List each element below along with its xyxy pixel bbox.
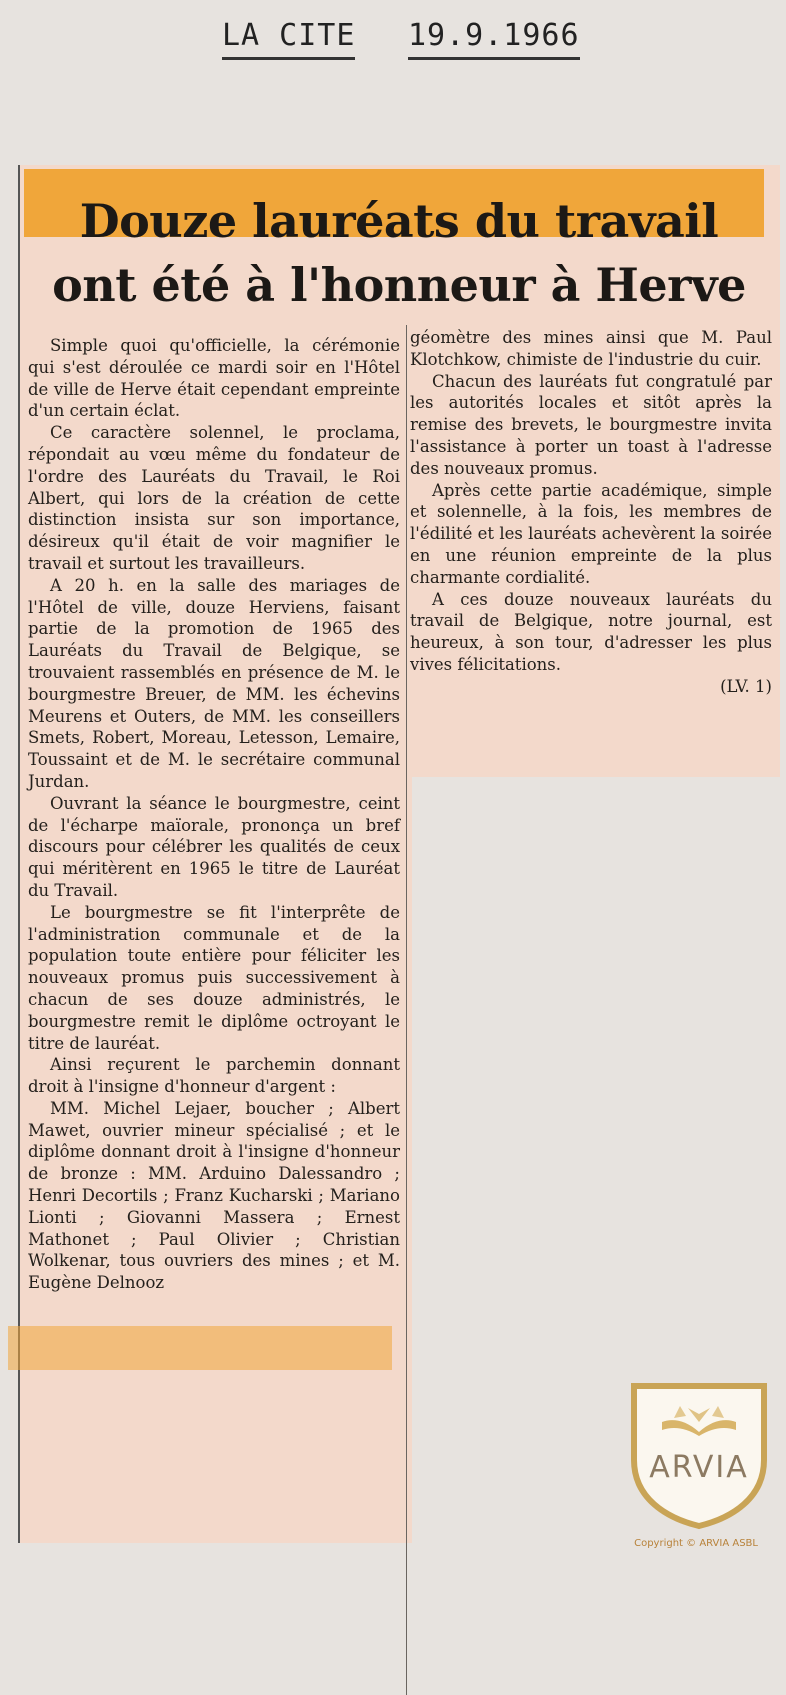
column-divider [406, 325, 407, 1695]
paragraph: Ainsi reçurent le parchemin donnant droit à l'insigne d'honneur d'argent : [28, 1055, 400, 1097]
headline-line-1: Douze lauréats du travail [79, 194, 719, 248]
background-bleed [30, 100, 730, 119]
headline-line-2: ont été à l'honneur à Herve [52, 258, 746, 312]
logo-text: ARVIA [649, 1450, 749, 1485]
paragraph: A 20 h. en la salle des mariages de l'Hôtel de ville, douze Herviens, faisant partie de la promotion de 1965 des Lauréats du Travail de Belgique, se trouvaient rassemblés en présence de M. le bourgmestre Breuer, de MM. les échevins Meurens et Outers, de MM. les conseillers Smets, Robert, Moreau, Letesson, Lemaire, Toussaint et de M. le secrétaire communal Jurdan. [28, 575, 400, 791]
paragraph: Ouvrant la séance le bourgmestre, ceint de l'écharpe maïorale, prononça un bref discours pour célébrer les qualités de ceux qui méritèrent en 1965 le titre de Lauréat du Travail. [28, 793, 400, 900]
paragraph: A ces douze nouveaux lauréats du travail de Belgique, notre journal, est heureux, à son tour, d'adresser les plus vives félicitations. [410, 589, 772, 674]
paragraph: Simple quoi qu'officielle, la cérémonie qui s'est déroulée ce mardi soir en l'Hôtel de ville de Herve était cependant empreinte d'un certain éclat. [28, 336, 400, 421]
clipping-header [0, 18, 786, 68]
article-right-column [410, 327, 772, 698]
publication-date: 19.9.1966 [408, 18, 580, 60]
paragraph: MM. Michel Lejaer, boucher ; Albert Mawet, ouvrier mineur spécialisé ; et le diplôme donnant droit à l'insigne d'honneur de bronze : MM. Arduino Dalessandro ; Henri Decortils ; Franz Kucharski ; Mariano Lionti ; Giovanni Massera ; Ernest Mathonet ; Paul Olivier ; Christian Wolkenar, tous ouvriers des mines ; et M. Eugène Delnooz [28, 1098, 400, 1293]
article-headline [18, 189, 780, 317]
article-signature: (LV. 1) [720, 676, 772, 696]
newspaper-name: LA CITE [222, 18, 355, 60]
article-left-column [28, 335, 400, 1294]
paragraph: Après cette partie académique, simple et solennelle, à la fois, les membres de l'édilité et les lauréats achevèrent la soirée en une réunion empreinte de la plus charmante cordialité. [410, 480, 772, 587]
paragraph: Ce caractère solennel, le proclama, répondait au vœu même du fondateur de l'ordre des Lauréats du Travail, le Roi Albert, qui lors de la création de cette distinction insista sur son importance, désireux qu'il était de voir magnifier le travail et surtout les travailleurs. [28, 423, 400, 573]
paragraph: Le bourgmestre se fit l'interprête de l'administration communale et de la population toute entière pour féliciter les nouveaux promus puis successivement à chacun de ses douze administrés, le bourgmestre remit le diplôme octroyant le titre de lauréat. [28, 902, 400, 1053]
paragraph: géomètre des mines ainsi que M. Paul Klotchkow, chimiste de l'industrie du cuir. [410, 328, 772, 369]
copyright-notice: Copyright © ARVIA ASBL [634, 1538, 758, 1549]
arvia-logo [628, 1380, 770, 1530]
footer-highlight [8, 1326, 392, 1370]
paragraph: Chacun des lauréats fut congratulé par les autorités locales et sitôt après la remise des brevets, le bourgmestre invita l'assistance à porter un toast à l'adresse des nouveaux promus. [410, 371, 772, 478]
